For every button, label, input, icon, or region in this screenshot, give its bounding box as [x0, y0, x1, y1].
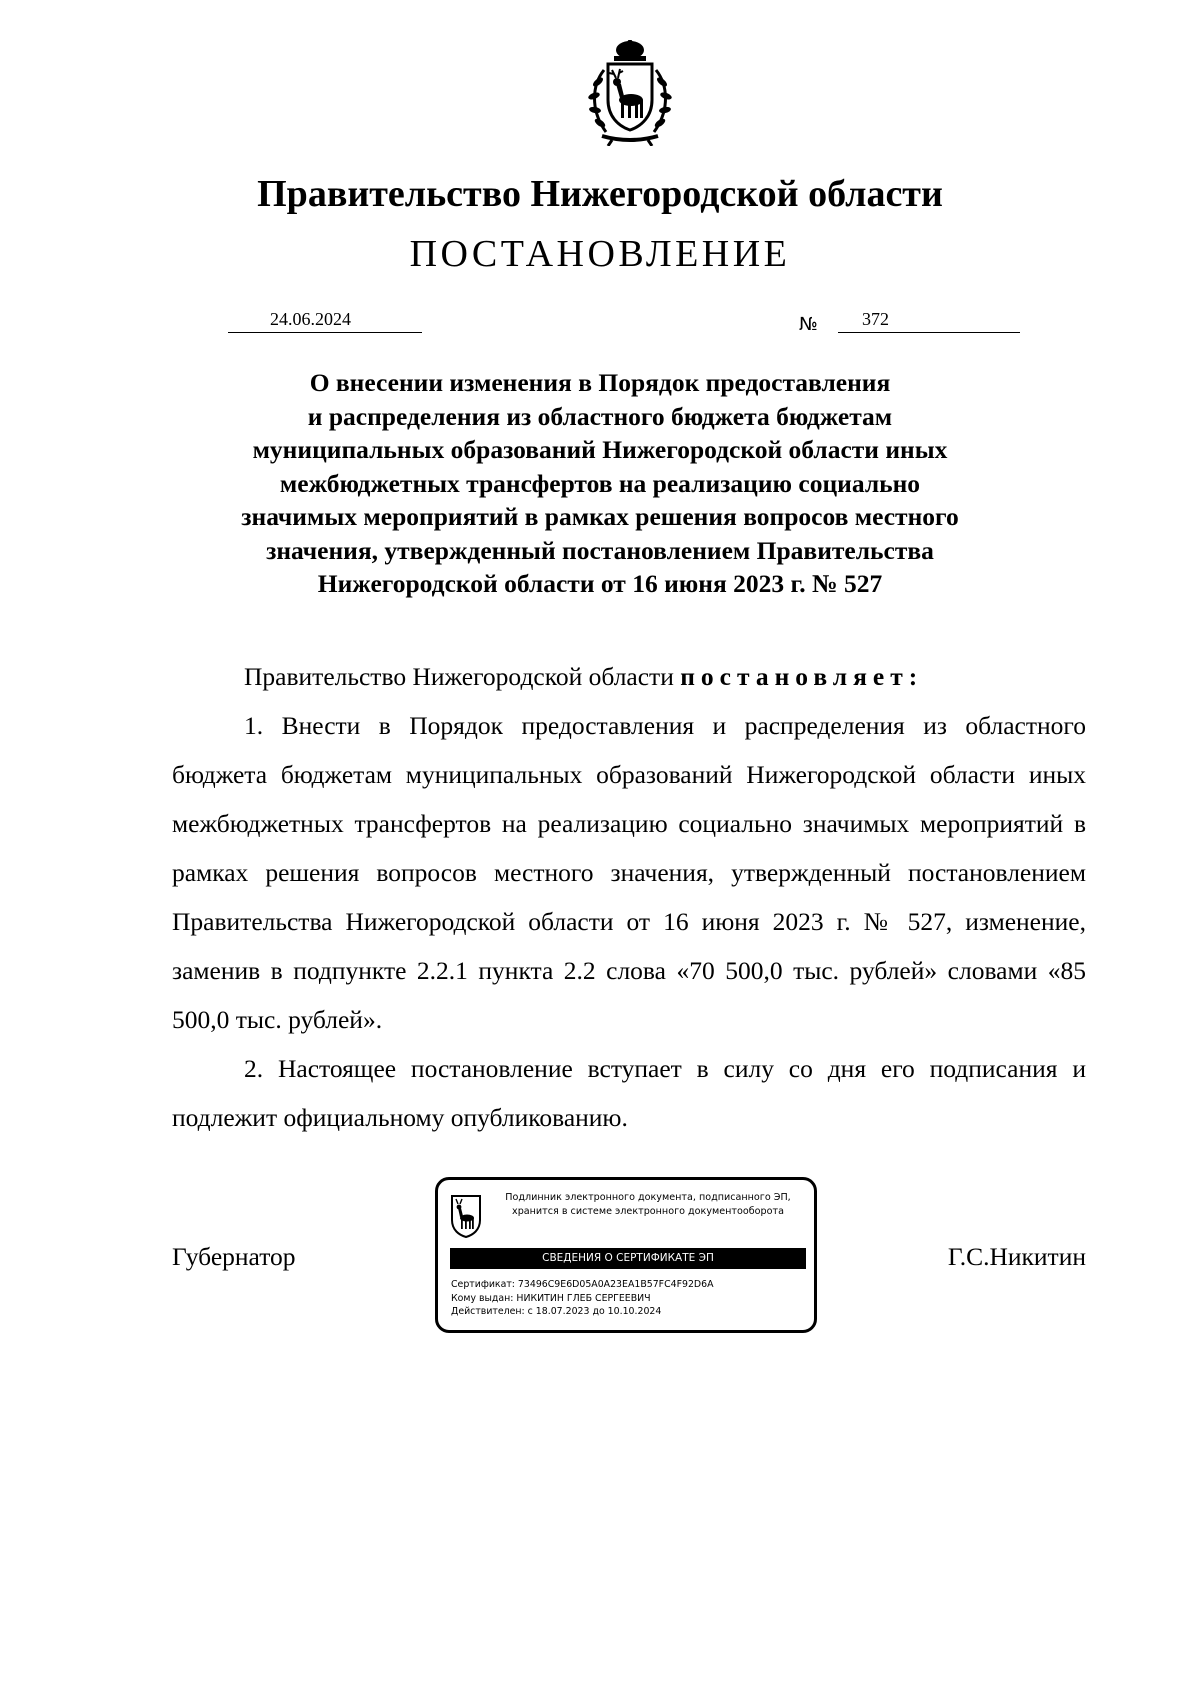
stamp-caption-line: Подлинник электронного документа, подписанного ЭП,: [505, 1192, 791, 1203]
preamble: [172, 652, 1086, 701]
stamp-caption-line: хранится в системе электронного документооборота: [512, 1206, 784, 1217]
subject-line: и распределения из областного бюджета бюджетам: [307, 401, 893, 431]
coat-of-arms-icon: [578, 40, 682, 146]
subject-line: Нижегородской области от 16 июня 2023 г. № 527: [317, 569, 883, 598]
document-subject: [150, 366, 1050, 601]
deer-emblem-icon: [450, 1194, 482, 1238]
document-date: 24.06.2024: [270, 309, 351, 329]
subject-line: значения, утвержденный постановлением Правительства: [266, 535, 934, 565]
electronic-signature-stamp: [435, 1177, 817, 1333]
subject-line: межбюджетных трансфертов на реализацию социально: [279, 468, 921, 498]
date-field: [228, 306, 422, 333]
subject-line: значимых мероприятий в рамках решения вопросов местного: [241, 502, 959, 531]
certificate-header-bar: СВЕДЕНИЯ О СЕРТИФИКАТЕ ЭП: [450, 1248, 806, 1269]
preamble-keyword: постановляет:: [680, 662, 924, 691]
certificate-owner: Кому выдан: НИКИТИН ГЛЕБ СЕРГЕЕВИЧ: [451, 1292, 651, 1304]
number-sign: №: [799, 314, 818, 335]
paragraph-item-2: 2. Настоящее постановление вступает в силу со дня его подписания и подлежит официальному опубликованию.: [172, 1054, 1086, 1132]
subject-line: О внесении изменения в Порядок предоставления: [309, 368, 891, 397]
stamp-caption: [488, 1191, 808, 1219]
signatory-role: Губернатор: [172, 1242, 296, 1271]
certificate-details: [451, 1278, 714, 1319]
document-type: ПОСТАНОВЛЕНИЕ: [409, 233, 791, 275]
document-number: 372: [862, 309, 889, 329]
signatory-name: Г.С.Никитин: [947, 1242, 1086, 1271]
subject-line: муниципальных образований Нижегородской области иных: [252, 435, 948, 464]
number-field: [838, 306, 1020, 333]
certificate-serial: Сертификат: 73496C9E6D05A0A23EA1B57FC4F92D6A: [451, 1279, 714, 1290]
organization-title: Правительство Нижегородской области: [257, 173, 943, 215]
certificate-validity: Действителен: с 18.07.2023 до 10.10.2024: [451, 1306, 662, 1317]
document-body: [172, 652, 1086, 1142]
paragraph-item-1: 1. Внести в Порядок предоставления и распределения из областного бюджета бюджетам муниципальных образований Нижегородской области иных межбюджетных трансфертов на реализацию социально значимых мероприятий в рамках решения вопросов местного значения, утвержденный постановлением Правительства Нижегородской области от 16 июня 2023 г. № 527, изменение, заменив в подпункте 2.2.1 пункта 2.2 слова «70 500,0 тыс. рублей» словами «85 500,0 тыс. рублей».: [172, 711, 1086, 1034]
preamble-text: Правительство Нижегородской области: [244, 662, 674, 691]
